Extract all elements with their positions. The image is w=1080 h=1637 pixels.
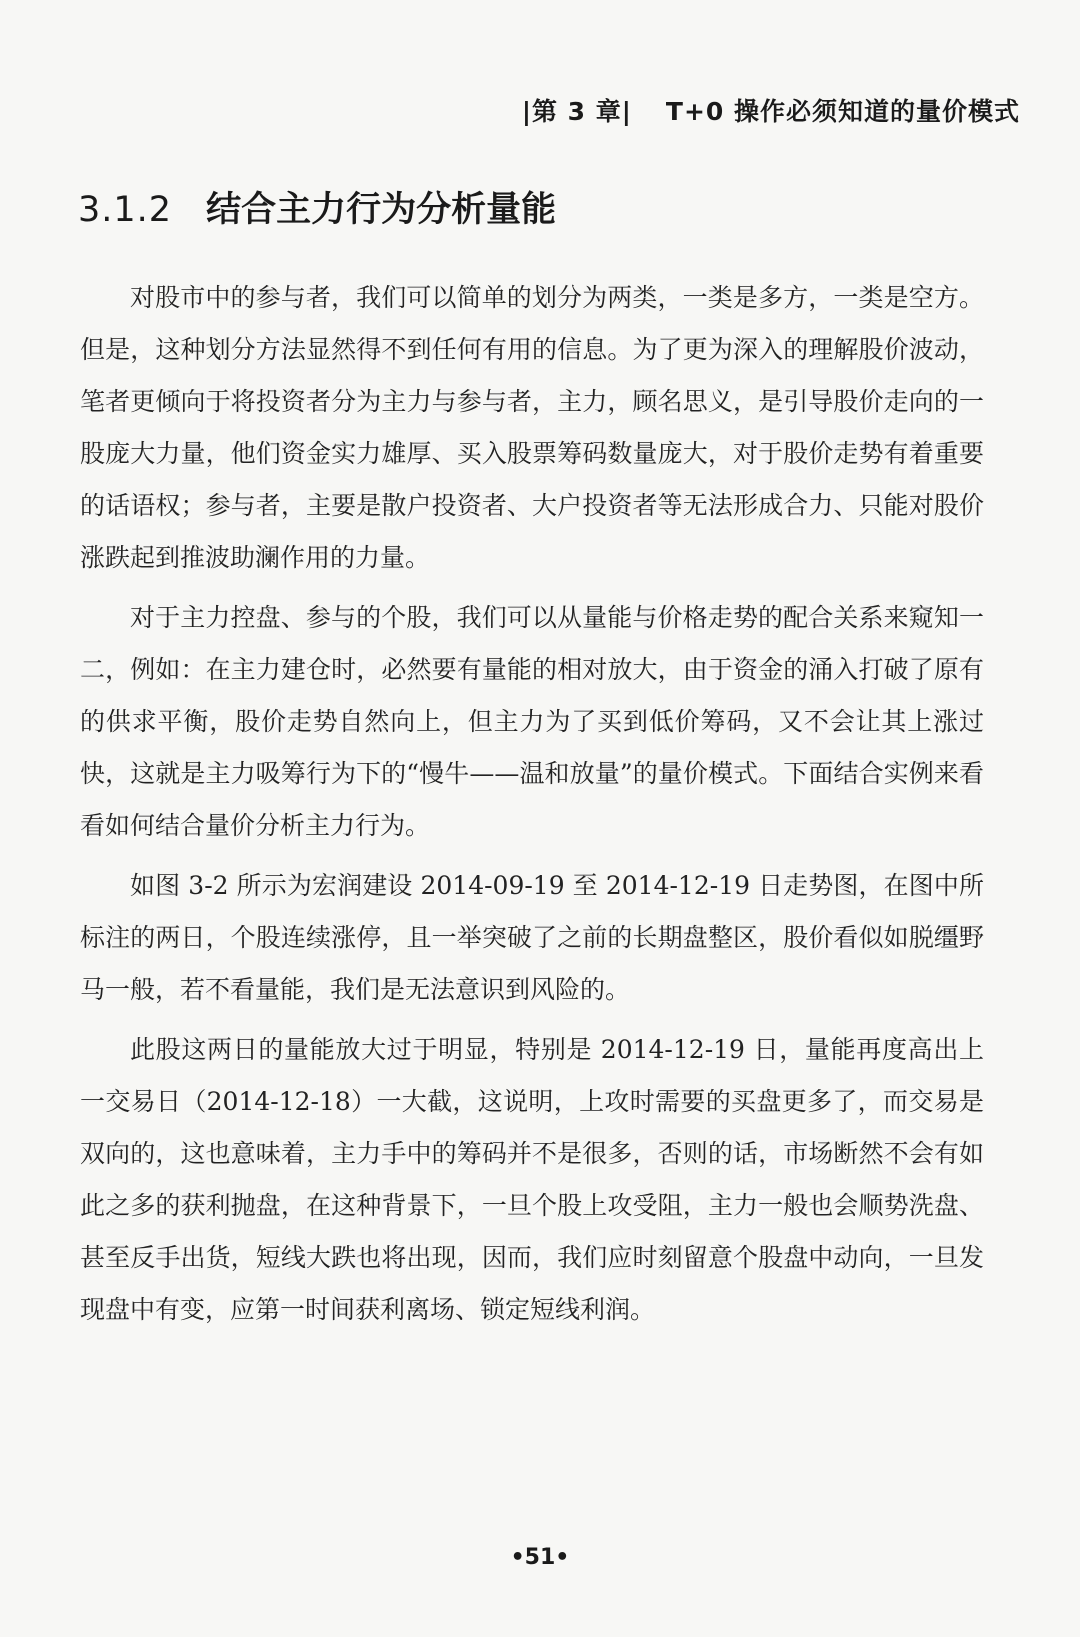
running-header bbox=[522, 92, 1020, 128]
page-number: •51• bbox=[510, 1545, 570, 1570]
paragraph: 对股市中的参与者，我们可以简单的划分为两类，一类是多方，一类是空方。但是，这种划分方法显然得不到任何有用的信息。为了更为深入的理解股价波动，笔者更倾向于将投资者分为主力与参与者，主力，顾名思义，是引导股价走向的一股庞大力量，他们资金实力雄厚、买入股票筹码数量庞大，对于股价走势有着重要的话语权；参与者，主要是散户投资者、大户投资者等无法形成合力、只能对股价涨跌起到推波助澜作用的力量。 bbox=[80, 283, 984, 572]
body-text bbox=[80, 272, 984, 1344]
chapter-label: |第 3 章| bbox=[521, 97, 632, 126]
chapter-title: T+0 操作必须知道的量价模式 bbox=[665, 97, 1020, 126]
paragraph: 对于主力控盘、参与的个股，我们可以从量能与价格走势的配合关系来窥知一二，例如：在主力建仓时，必然要有量能的相对放大，由于资金的涌入打破了原有的供求平衡，股价走势自然向上，但主力为了买到低价筹码，又不会让其上涨过快，这就是主力吸筹行为下的“慢牛——温和放量”的量价模式。下面结合实例来看看如何结合量价分析主力行为。 bbox=[80, 603, 984, 840]
paragraph: 如图 3-2 所示为宏润建设 2014-09-19 至 2014-12-19 日走势图，在图中所标注的两日，个股连续涨停，且一举突破了之前的长期盘整区，股价看似如脱缰野马一般，若不看量能，我们是无法意识到风险的。 bbox=[80, 871, 984, 1004]
section-number: 3.1.2 bbox=[78, 190, 173, 230]
paragraph: 此股这两日的量能放大过于明显，特别是 2014-12-19 日，量能再度高出上一交易日（2014-12-18）一大截，这说明，上攻时需要的买盘更多了，而交易是双向的，这也意味着，主力手中的筹码并不是很多，否则的话，市场断然不会有如此之多的获利抛盘，在这种背景下，一旦个股上攻受阻，主力一般也会顺势洗盘、甚至反手出货，短线大跌也将出现，因而，我们应时刻留意个股盘中动向，一旦发现盘中有变，应第一时间获利离场、锁定短线利润。 bbox=[80, 1035, 984, 1324]
section-title: 结合主力行为分析量能 bbox=[206, 190, 557, 230]
section-heading bbox=[78, 182, 556, 232]
